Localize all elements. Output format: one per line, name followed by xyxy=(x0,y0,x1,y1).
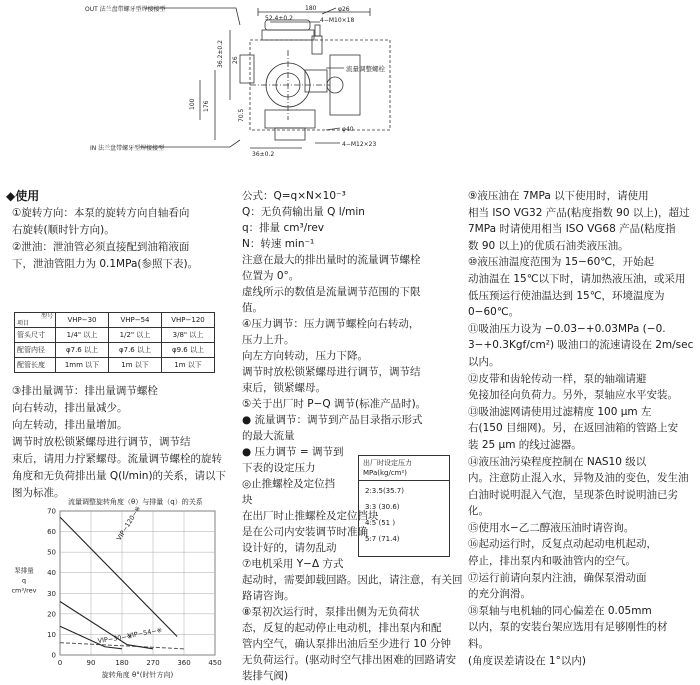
pressure-table-rows xyxy=(359,481,449,549)
usage-line: 装 25 μm 的线过滤器。 xyxy=(468,438,582,451)
usage-line: ⑰运行前请向泵内注油，确保泵滑动面 xyxy=(468,571,647,584)
usage-line: 值。 xyxy=(242,302,263,314)
usage-line: 调节时放松锁紧螺母进行调节，调节结 xyxy=(12,436,191,448)
usage-line: ⑯起动运行时，反复点动起动电机起动， xyxy=(468,538,657,551)
usage-line: 注意在最大的排出量时的流量调节螺栓 xyxy=(242,254,421,266)
dim-176: 176 xyxy=(203,100,210,112)
usage-line: ⑨液压油在 7MPa 以下使用时，请使用 xyxy=(468,190,649,202)
x-tick-label: 360 xyxy=(177,659,191,667)
y-tick-label: 40 xyxy=(47,569,56,578)
drain-cell: 1/4" 以上 xyxy=(56,328,109,343)
usage-line: 位置为 0°。 xyxy=(242,270,300,282)
usage-line: 图为标准。 xyxy=(12,487,65,499)
usage-line: 角度和无负荷排出量 Q(l/min)的关系，请以下 xyxy=(12,470,227,482)
usage-line: ⑬吸油滤网请使用过滤精度 100 μm 左 xyxy=(468,405,652,418)
usage-line: 以内，泵的安装台架应选用有足够刚性的材 xyxy=(468,621,668,634)
usage-line: 3−+0.3Kgf/cm²) 吸油口的流速请设在 2m/sec xyxy=(468,339,694,352)
drain-table-corner: 型号 项目 xyxy=(15,313,56,328)
usage-line: 0−60℃。 xyxy=(468,306,520,319)
usage-line: 右(150 目细网)。另，在返回油箱的管路上安 xyxy=(468,422,679,435)
usage-line: 的充分润滑。 xyxy=(468,588,531,601)
usage-line: ①旋转方向：本泵的旋转方向自轴看向 xyxy=(12,207,190,219)
usage-line: 压力上升。 xyxy=(242,334,295,346)
usage-line: 公式：Q=q×N×10⁻³ xyxy=(242,190,346,202)
usage-line: 起动时，需要卸载回路。因此，请注意，有关回 xyxy=(242,574,463,586)
pump-dimension-drawing xyxy=(80,0,430,165)
usage-line: 向右转动，排出量减少。 xyxy=(12,402,128,414)
usage-line: 向左方向转动，压力下降。 xyxy=(242,350,368,362)
usage-line: 设计好的，请勿乱动 xyxy=(242,542,337,554)
x-tick-label: 270 xyxy=(146,659,160,667)
y-axis-label: cm³/rev xyxy=(11,586,37,595)
usage-line: 下表的设定压力 xyxy=(242,462,316,474)
usage-line: 相当 ISO VG32 产品(粘度指数 90 以上)，超过 xyxy=(468,206,690,219)
usage-col2 xyxy=(242,188,463,684)
usage-line: 内。注意防止混入水，异物及油的变色，发生油 xyxy=(468,472,689,485)
drain-cell: 1mm 以下 xyxy=(56,358,109,373)
usage-line: 停止，排出泵内和吸油管内的空气。 xyxy=(468,555,636,568)
dim-m12: 4−M12×23 xyxy=(342,141,377,148)
usage-col1-top xyxy=(12,205,237,273)
dim-180: 180 xyxy=(305,5,317,12)
dim-52-4: 52.4±0.2 xyxy=(265,15,293,22)
drain-header-3: VHP−120 xyxy=(162,313,215,328)
usage-line: ⑱泵轴与电机轴的同心偏差在 0.05mm xyxy=(468,604,652,617)
drain-row-label: 配管长度 xyxy=(15,358,56,373)
drain-cell: φ9.6 以上 xyxy=(162,343,215,358)
dim-36-2: 36.2±0.2 xyxy=(217,40,224,68)
pressure-row: 4:5 (51 ) xyxy=(365,519,396,527)
x-tick-label: 0 xyxy=(57,659,63,667)
usage-line: ⑧泵初次运行时，泵排出侧为无负荷状 xyxy=(242,606,420,618)
usage-line: 束后，请用力拧紧螺母。流量调节螺栓的旋转 xyxy=(12,453,222,465)
usage-line: 数 90 以上)的优质石油类液压油。 xyxy=(468,239,629,252)
drain-cell: 1m 以下 xyxy=(109,358,162,373)
usage-line: ④压力调节：压力调节螺栓向右转动， xyxy=(242,318,420,330)
pressure-row: 5:7 (71.4) xyxy=(365,535,400,543)
usage-line: 白油时说明混入气泡，呈现茶色时说明油已劣 xyxy=(468,488,678,501)
drain-row-label: 管头尺寸 xyxy=(15,328,56,343)
usage-line: Q：无负荷输出量 Q l/min xyxy=(242,206,365,218)
usage-line: 化。 xyxy=(468,505,489,518)
usage-line: 束后，锁紧螺母。 xyxy=(242,382,326,394)
usage-line: ⑦电机采用 Y−Δ 方式 xyxy=(242,558,344,570)
y-tick-label: 50 xyxy=(47,548,56,557)
y-tick-label: 30 xyxy=(47,589,56,598)
usage-line: 路请咨询。 xyxy=(242,590,295,602)
drain-cell: 3/8" 以上 xyxy=(162,328,215,343)
dim-36: 36±0.2 xyxy=(252,151,275,158)
usage-line: 调节时放松锁紧螺母进行调节，调节结 xyxy=(242,366,421,378)
usage-line: 是在公司内安装调节时准确 xyxy=(242,526,368,538)
usage-line: 低压预运行使油温达到 15℃，环境温度为 xyxy=(468,289,665,302)
pressure-row: 3:3 (30.6) xyxy=(365,503,400,511)
usage-line: ⑭液压油污染程度控制在 NAS10 级以 xyxy=(468,455,647,468)
usage-line: 管内空气，确认泵排出油后至少进行 10 分钟 xyxy=(242,638,452,650)
pressure-row: 2:3.5(35.7) xyxy=(365,487,404,495)
usage-line: ⑮使用水−乙二醇液压油时请咨询。 xyxy=(468,521,635,534)
y-tick-label: 60 xyxy=(47,528,56,537)
usage-line: 虚线所示的数值是流量调节范围的下限 xyxy=(242,286,421,298)
usage-line: ⑪吸油压力设为 −0.03−+0.03MPa (−0. xyxy=(468,322,666,335)
drawing-in-title: IN 法兰盘带螺牙型焊接接型 xyxy=(90,145,165,152)
drain-header-1: VHP−30 xyxy=(56,313,109,328)
usage-line: 右旋转(顺时针方向)。 xyxy=(12,224,115,236)
displacement-angle-chart xyxy=(0,505,235,685)
drain-cell: 1m 以下 xyxy=(162,358,215,373)
y-tick-label: 0 xyxy=(51,651,56,660)
y-tick-label: 70 xyxy=(47,507,56,516)
pressure-setting-table xyxy=(358,455,450,557)
x-tick-label: 450 xyxy=(208,659,222,667)
label-flow-adjust-bolt: 流量调整螺栓 xyxy=(346,65,385,73)
usage-line: 装排气阀) xyxy=(242,670,289,682)
usage-col1-bottom xyxy=(12,383,237,502)
usage-line: 料。 xyxy=(468,638,489,651)
usage-line: ⑩液压油温度范围为 15−60℃，开始起 xyxy=(468,256,655,269)
usage-line: 块 xyxy=(242,494,253,506)
x-tick-label: 90 xyxy=(86,659,96,667)
drawing-out-title: OUT 法兰盘带螺牙型焊接接型 xyxy=(85,6,166,13)
series-label: VIP−120−※ xyxy=(114,505,143,543)
y-tick-label: 10 xyxy=(47,630,56,639)
x-tick-label: 180 xyxy=(115,659,129,667)
usage-line: ②泄油：泄油管必须直接配到油箱液面 xyxy=(12,241,190,253)
y-axis-label: q xyxy=(21,576,27,585)
usage-line: ③排出量调节：排出量调节螺栓 xyxy=(12,385,158,397)
dim-phi26: φ26 xyxy=(338,6,350,13)
usage-line: ● 压力调节 = 调节到 xyxy=(242,446,344,458)
series-label: VIP−54−※ xyxy=(126,626,163,640)
drain-cell: φ7.6 以上 xyxy=(56,343,109,358)
dim-phi40: φ40 xyxy=(342,126,354,133)
usage-heading: ◆使用 xyxy=(6,189,40,203)
drain-header-2: VHP−54 xyxy=(109,313,162,328)
usage-line: 7MPa 时请使用相当 ISO VG68 产品(粘度指 xyxy=(468,223,676,236)
chart-title: 流量调整旋转角度（θ）与排量（q）的关系 xyxy=(68,498,203,506)
x-axis-label: 旋转角度 θ°(时针方向) xyxy=(101,671,174,679)
drain-pipe-table xyxy=(14,312,215,373)
usage-line: 下，泄油管阻力为 0.1MPa(参照下表)。 xyxy=(12,258,199,270)
usage-line: ⑤关于出厂时 P−Q 调节(标准产品时)。 xyxy=(242,398,427,410)
drain-row-label: 配管内径 xyxy=(15,343,56,358)
dim-m10: 4−M10×18 xyxy=(320,17,355,24)
usage-line: ◎止推螺栓及定位挡 xyxy=(242,478,336,490)
usage-line: ⑫皮带和齿轮传动一样，泵的轴端请避 xyxy=(468,372,647,385)
usage-line: 的最大流量 xyxy=(242,430,295,442)
y-axis-label: 泵排量 xyxy=(14,566,34,575)
usage-line: (角度误差请设在 1°以内) xyxy=(468,654,586,667)
series-label: VIP−30−※ xyxy=(97,632,133,645)
drain-cell: 1/2" 以上 xyxy=(109,328,162,343)
y-tick-label: 20 xyxy=(47,610,56,619)
usage-line: N：转速 min⁻¹ xyxy=(242,238,315,250)
usage-line: 免接加径向负荷力。另外，泵轴应水平安装。 xyxy=(468,389,678,402)
dim-70-5: 70.5 xyxy=(238,108,245,122)
usage-line: 无负荷运行。(驱动时空气排出困难的回路请安 xyxy=(242,654,457,666)
usage-line: q：排量 cm³/rev xyxy=(242,222,325,234)
usage-line: 动油温在 15℃以下时，请加热液压油，或采用 xyxy=(468,272,686,285)
dim-100: 100 xyxy=(189,98,196,110)
usage-line: ● 流量调节：调节到产品目录指示形式 xyxy=(242,414,423,426)
pressure-table-header: 出厂时设定压力 MPa(kg/cm²) xyxy=(359,456,449,481)
usage-col3 xyxy=(468,188,698,669)
usage-line: 以内。 xyxy=(468,355,500,368)
usage-line: 向左转动，排出量增加。 xyxy=(12,419,128,431)
usage-line: 态，反复的起动停止电动机，排出泵内和配 xyxy=(242,622,442,634)
usage-line: 在出厂时止推螺栓及定位挡块 xyxy=(242,510,379,522)
drain-cell: φ7.6 以上 xyxy=(109,343,162,358)
dim-26: 26 xyxy=(232,56,239,64)
